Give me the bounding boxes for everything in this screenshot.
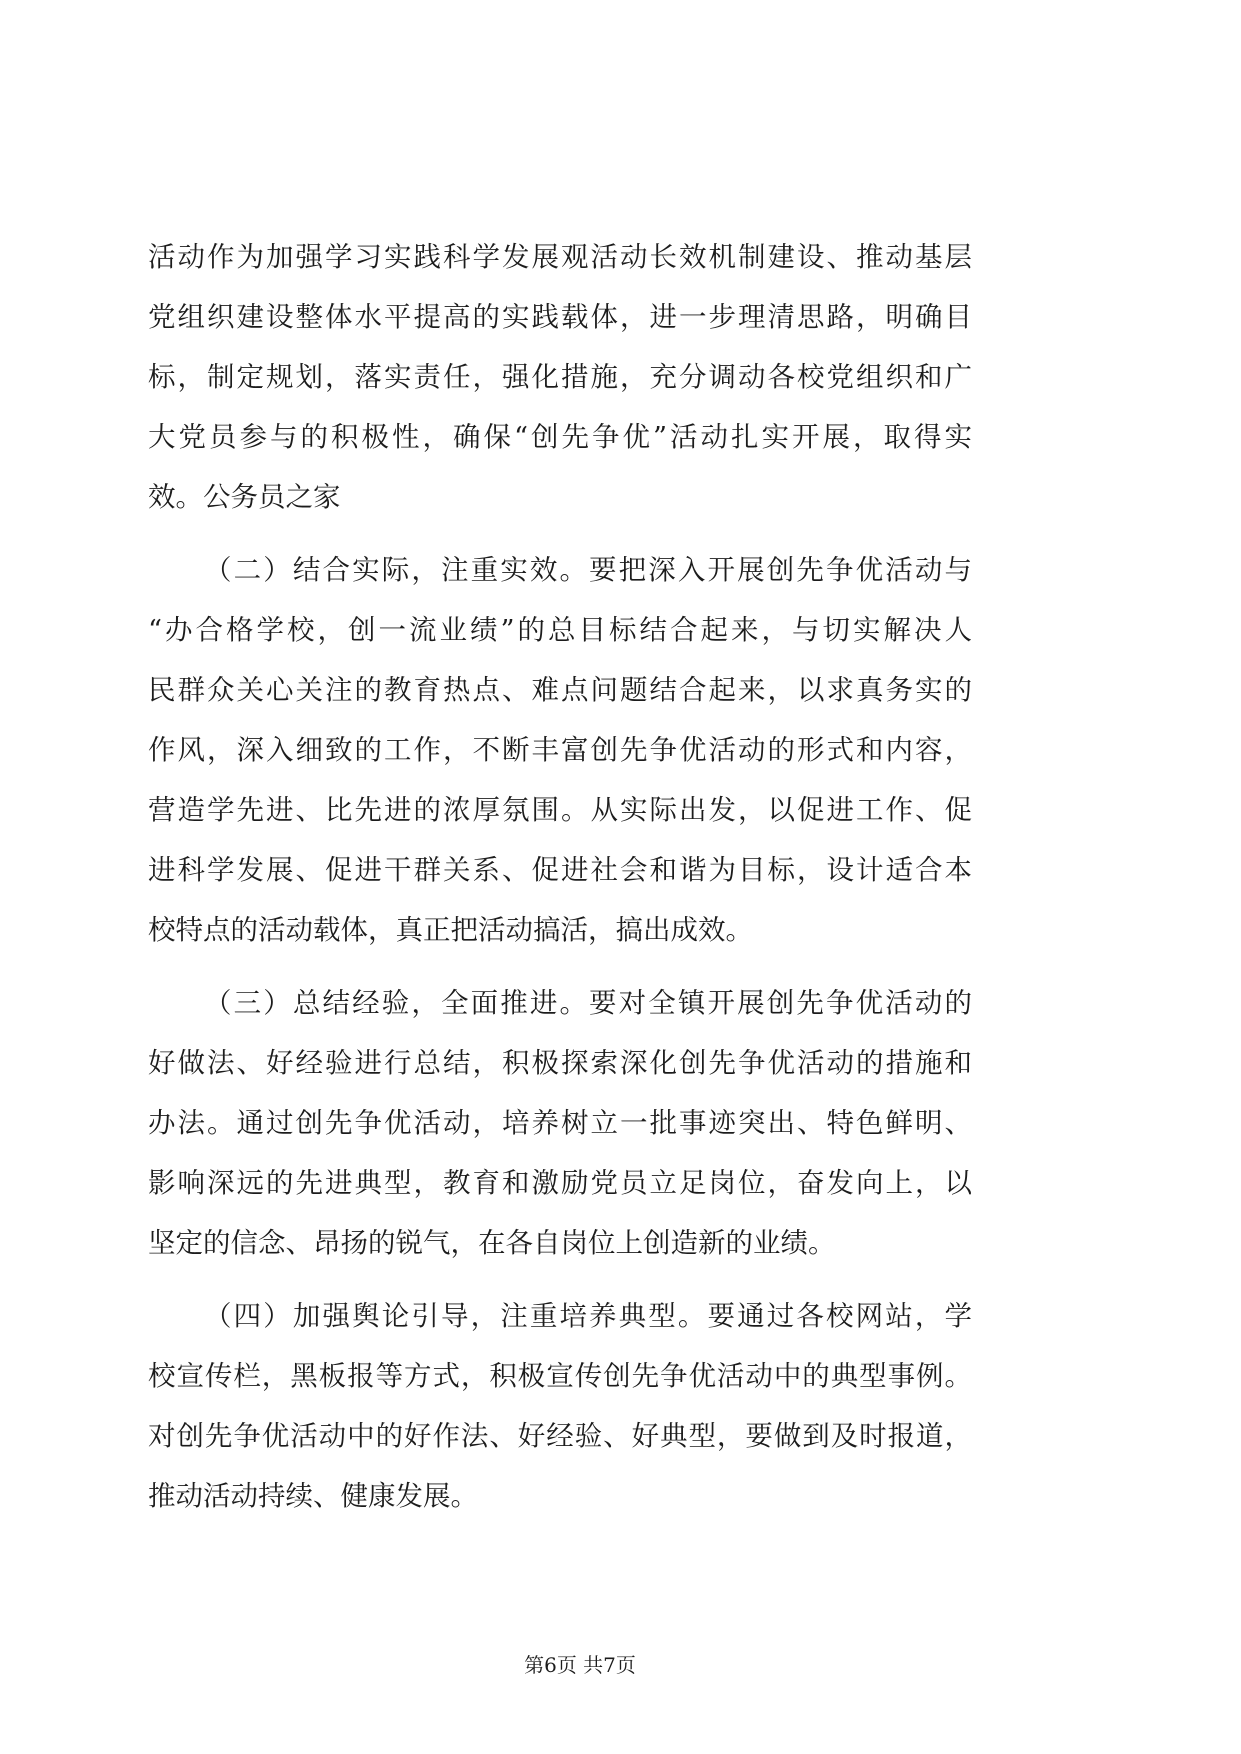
text-line: 对创先争优活动中的好作法、好经验、好典型，要做到及时报道， <box>148 1420 972 1452</box>
page-number-indicator: 第6页 共7页 <box>524 1653 636 1677</box>
text-line: 大党员参与的积极性，确保“创先争优”活动扎实开展，取得实 <box>148 421 972 453</box>
text-line: （二）结合实际，注重实效。要把深入开展创先争优活动与 <box>204 554 972 586</box>
paragraph-4 <box>148 1286 972 1526</box>
text-line: 营造学先进、比先进的浓厚氛围。从实际出发，以促进工作、促 <box>148 794 972 826</box>
text-line: 影响深远的先进典型，教育和激励党员立足岗位，奋发向上，以 <box>148 1167 972 1199</box>
text-line: 好做法、好经验进行总结，积极探索深化创先争优活动的措施和 <box>148 1047 972 1079</box>
text-line: 校特点的活动载体，真正把活动搞活，搞出成效。 <box>148 914 753 946</box>
text-line: 效。公务员之家 <box>148 481 341 513</box>
text-line: 坚定的信念、昂扬的锐气，在各自岗位上创造新的业绩。 <box>148 1227 836 1259</box>
paragraph-1 <box>148 227 972 527</box>
text-line: （四）加强舆论引导，注重培养典型。要通过各校网站，学 <box>204 1300 972 1332</box>
text-line: 推动活动持续、健康发展。 <box>148 1480 478 1512</box>
text-line: 办法。通过创先争优活动，培养树立一批事迹突出、特色鲜明、 <box>148 1107 972 1139</box>
text-line: 党组织建设整体水平提高的实践载体，进一步理清思路，明确目 <box>148 301 972 333</box>
text-line: （三）总结经验，全面推进。要对全镇开展创先争优活动的 <box>204 987 972 1019</box>
text-line: 民群众关心关注的教育热点、难点问题结合起来，以求真务实的 <box>148 674 972 706</box>
text-line: 作风，深入细致的工作，不断丰富创先争优活动的形式和内容， <box>148 734 972 766</box>
document-body <box>148 227 972 1526</box>
paragraph-3 <box>148 973 972 1273</box>
text-line: “办合格学校，创一流业绩”的总目标结合起来，与切实解决人 <box>148 614 972 646</box>
text-line: 标，制定规划，落实责任，强化措施，充分调动各校党组织和广 <box>148 361 972 393</box>
text-line: 进科学发展、促进干群关系、促进社会和谐为目标，设计适合本 <box>148 854 972 886</box>
paragraph-2 <box>148 540 972 960</box>
page-footer <box>148 1650 1012 1680</box>
text-line: 活动作为加强学习实践科学发展观活动长效机制建设、推动基层 <box>148 241 972 273</box>
text-line: 校宣传栏，黑板报等方式，积极宣传创先争优活动中的典型事例。 <box>148 1360 972 1392</box>
